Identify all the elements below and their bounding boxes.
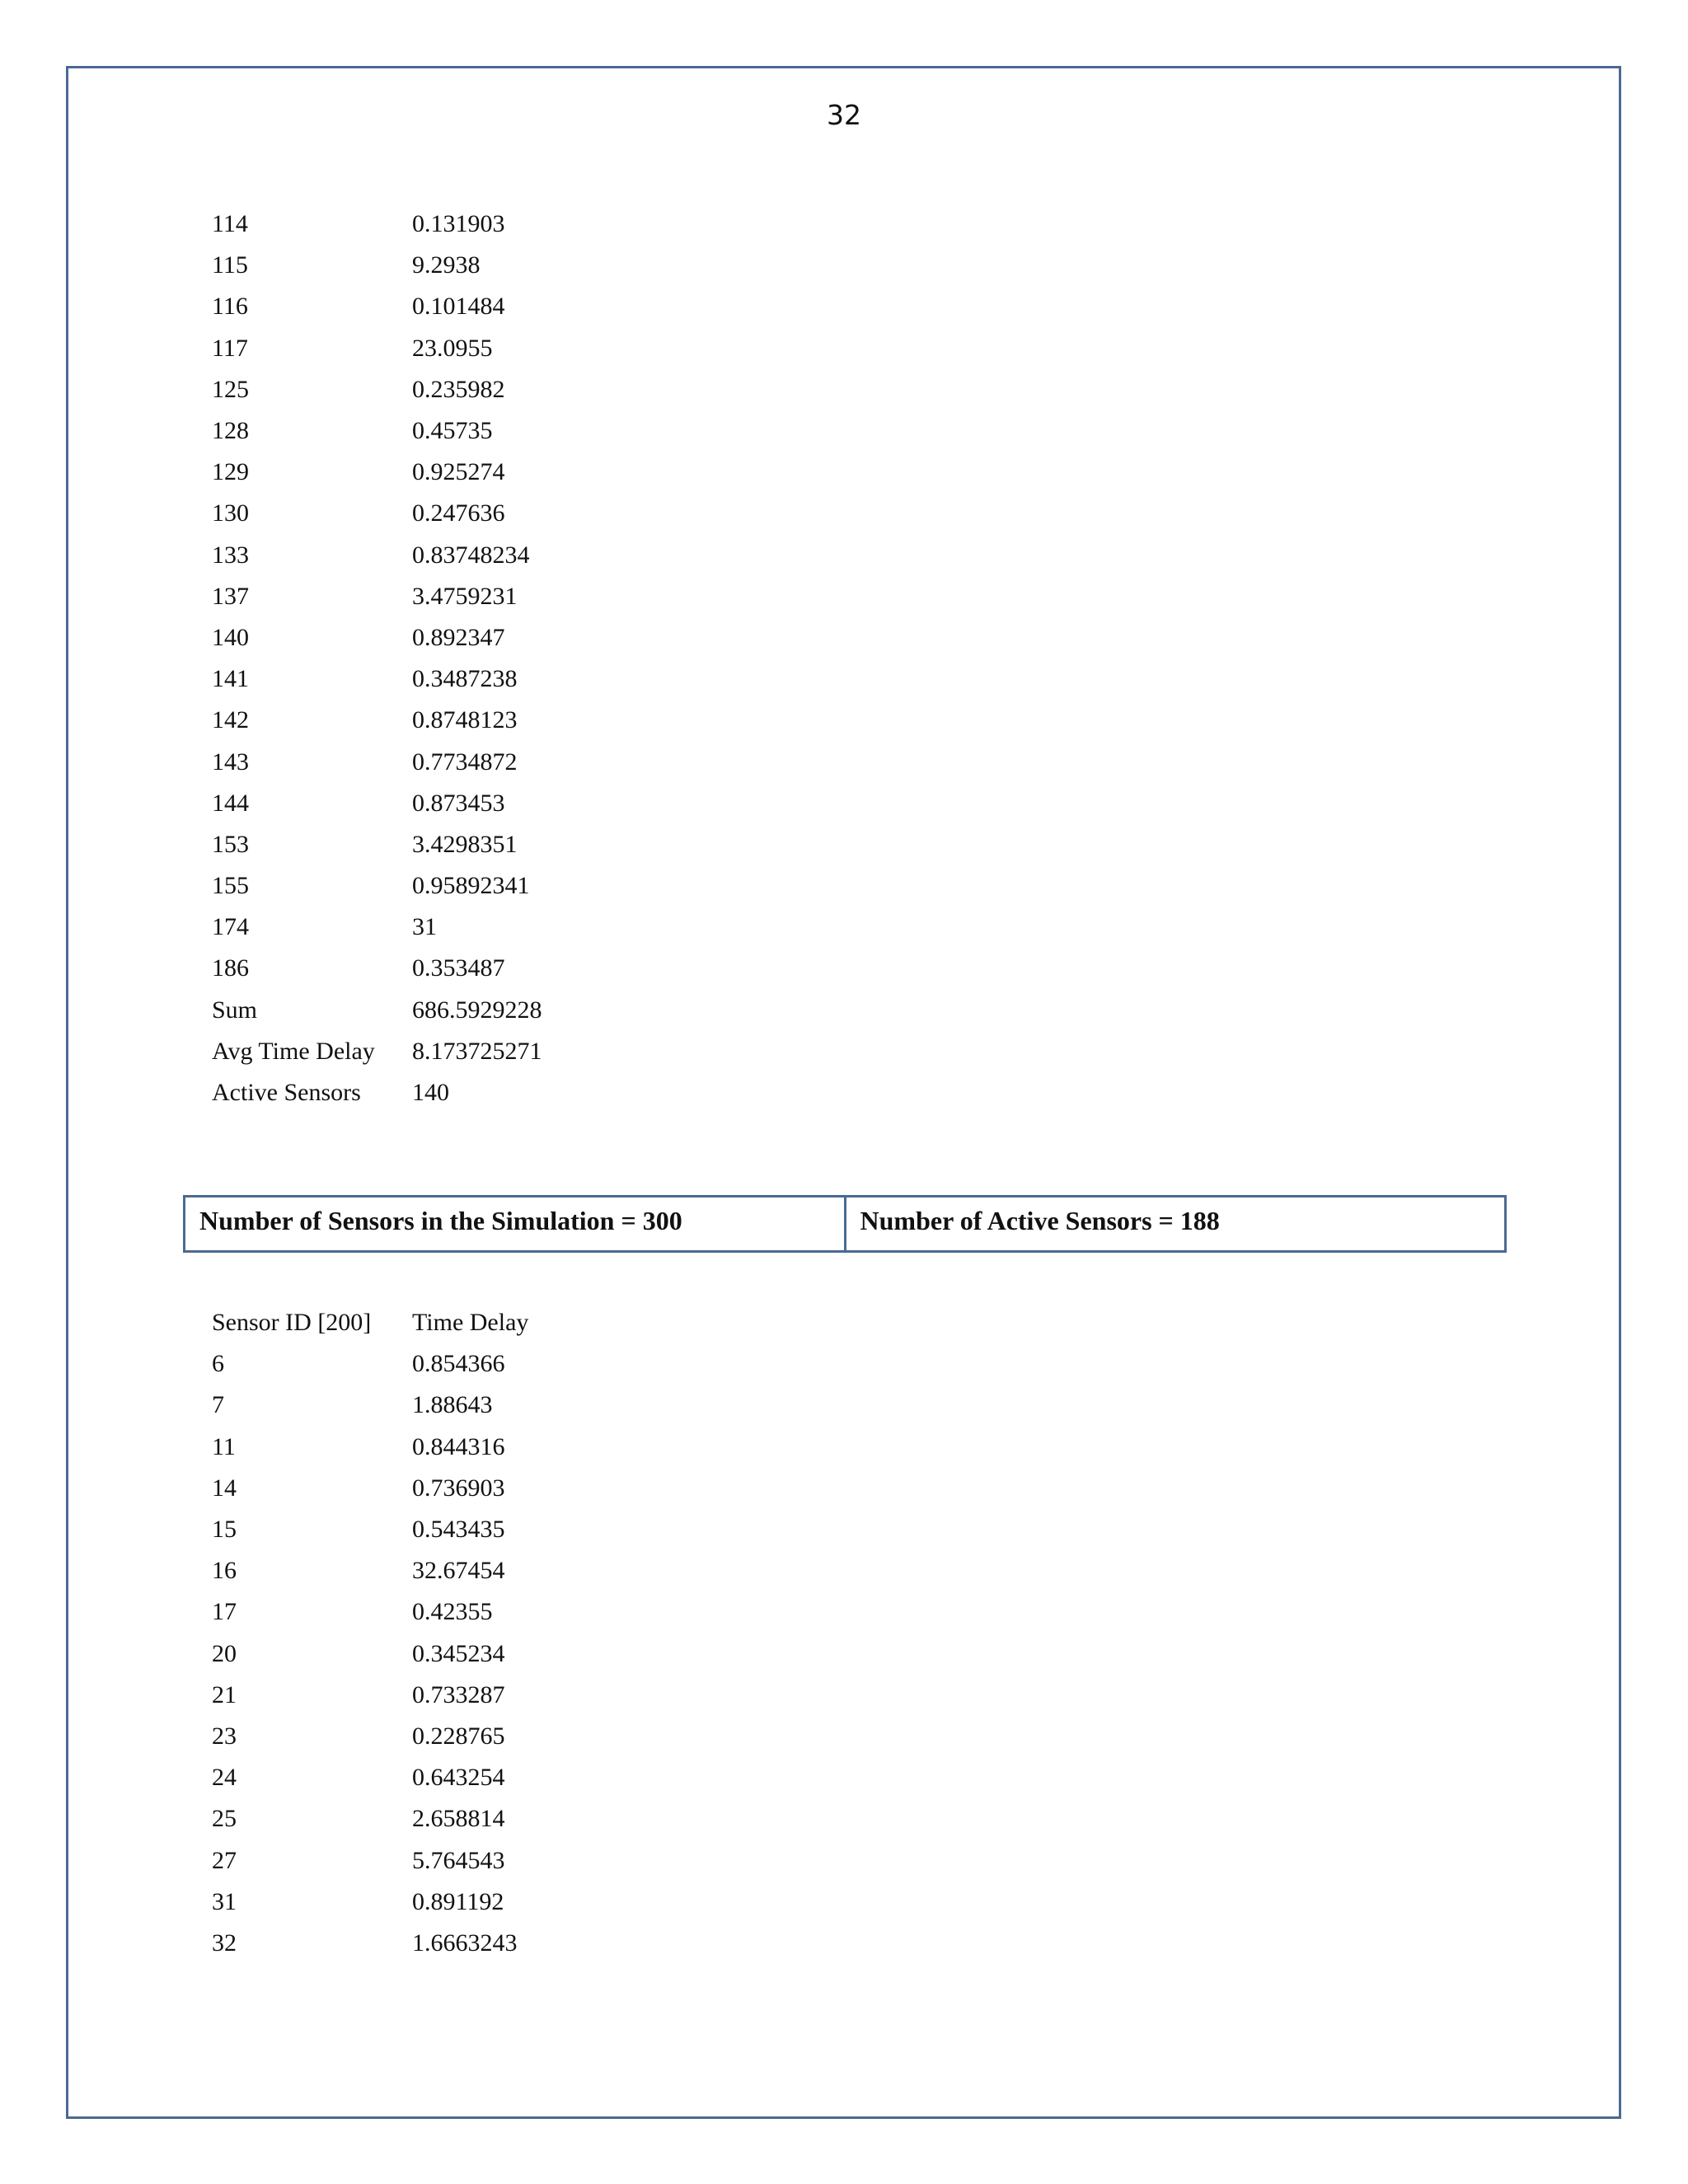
time-delay-value: 32.67454 [412, 1557, 505, 1585]
sensor-id: 14 [212, 1474, 237, 1502]
time-delay-value: 0.3487238 [412, 665, 518, 693]
list-item [212, 824, 542, 865]
page-number: 32 [827, 99, 861, 131]
time-delay-value: 0.891192 [412, 1887, 504, 1915]
time-delay-value: 0.95892341 [412, 872, 530, 900]
active-sensors-cell: Number of Active Sensors = 188 [844, 1197, 1505, 1250]
list-item [212, 741, 542, 782]
sensor-id: 117 [212, 334, 248, 362]
list-item [212, 990, 542, 1031]
list-item [212, 1385, 528, 1426]
list-item [212, 410, 542, 452]
time-delay-value: 0.854366 [412, 1350, 505, 1378]
list-item [212, 286, 542, 327]
sensor-id: 31 [212, 1887, 237, 1915]
time-delay-value: 5.764543 [412, 1846, 505, 1874]
list-item [212, 1633, 528, 1675]
time-delay-value: 0.353487 [412, 954, 505, 982]
sensor-id: 144 [212, 789, 249, 817]
sensor-id: 11 [212, 1432, 236, 1460]
time-delay-value: 0.7734872 [412, 748, 518, 776]
list-item [212, 535, 542, 576]
sensor-id: 115 [212, 251, 248, 279]
sensor-id: Active Sensors [212, 1079, 361, 1107]
time-delay-value: 0.892347 [412, 623, 505, 651]
time-delay-value: 1.6663243 [412, 1929, 518, 1957]
list-item [212, 576, 542, 617]
list-item [212, 1923, 528, 1964]
time-delay-value: 0.643254 [412, 1764, 505, 1792]
sensor-id-header: Sensor ID [200] [212, 1309, 372, 1337]
time-delay-value: 0.736903 [412, 1474, 505, 1502]
sensor-delay-list-continued [212, 204, 542, 1113]
list-header-row [212, 1302, 528, 1343]
sensor-id: 21 [212, 1680, 237, 1708]
sensor-id: 23 [212, 1722, 237, 1750]
list-item [212, 1882, 528, 1923]
list-item [212, 1509, 528, 1550]
sensor-id: 125 [212, 375, 249, 403]
sensor-id: 24 [212, 1764, 237, 1792]
list-item [212, 1468, 528, 1509]
time-delay-value: 3.4298351 [412, 830, 518, 858]
sensor-id: Avg Time Delay [212, 1037, 375, 1065]
list-item [212, 1427, 528, 1468]
sensor-id: 143 [212, 748, 249, 776]
sensor-id: 114 [212, 210, 248, 238]
list-item [212, 1798, 528, 1840]
list-item [212, 617, 542, 658]
sensor-id: 133 [212, 541, 249, 569]
sensor-id: 174 [212, 913, 249, 941]
time-delay-value: 0.101484 [412, 293, 505, 321]
sensor-id: Sum [212, 996, 258, 1024]
sensor-id: 25 [212, 1805, 237, 1833]
sensor-id: 116 [212, 293, 248, 321]
time-delay-value: 0.131903 [412, 210, 505, 238]
list-item [212, 1343, 528, 1385]
sensor-id: 130 [212, 499, 249, 527]
list-item [212, 1072, 542, 1113]
list-item [212, 1550, 528, 1591]
list-item [212, 658, 542, 700]
time-delay-value: 23.0955 [412, 334, 493, 362]
list-item [212, 865, 542, 907]
sensor-id: 32 [212, 1929, 237, 1957]
time-delay-value: 8.173725271 [412, 1037, 542, 1065]
sensor-id: 142 [212, 706, 249, 734]
simulation-summary-table [183, 1195, 1507, 1253]
total-sensors-cell: Number of Sensors in the Simulation = 300 [199, 1206, 682, 1235]
list-item [212, 1031, 542, 1072]
time-delay-value: 31 [412, 913, 437, 941]
list-item [212, 493, 542, 534]
sensor-id: 129 [212, 458, 249, 486]
list-item [212, 328, 542, 369]
sensor-id: 15 [212, 1516, 237, 1544]
time-delay-value: 0.873453 [412, 789, 505, 817]
sensor-id: 16 [212, 1557, 237, 1585]
sensor-id: 6 [212, 1350, 224, 1378]
list-item [212, 1591, 528, 1633]
time-delay-value: 0.8748123 [412, 706, 518, 734]
sensor-id: 20 [212, 1639, 237, 1667]
list-item [212, 245, 542, 286]
time-delay-value: 0.733287 [412, 1680, 505, 1708]
sensor-delay-list-200 [212, 1302, 528, 1964]
list-item [212, 783, 542, 824]
time-delay-value: 686.5929228 [412, 996, 542, 1024]
sensor-id: 7 [212, 1391, 224, 1419]
time-delay-value: 0.247636 [412, 499, 505, 527]
time-delay-value: 1.88643 [412, 1391, 493, 1419]
sensor-id: 128 [212, 417, 249, 445]
list-item [212, 1757, 528, 1798]
list-item [212, 700, 542, 741]
time-delay-value: 0.45735 [412, 417, 493, 445]
time-delay-value: 0.925274 [412, 458, 505, 486]
time-delay-value: 140 [412, 1079, 449, 1107]
time-delay-value: 3.4759231 [412, 582, 518, 610]
sensor-id: 141 [212, 665, 249, 693]
sensor-id: 137 [212, 582, 249, 610]
list-item [212, 1840, 528, 1881]
list-item [212, 948, 542, 989]
time-delay-value: 0.228765 [412, 1722, 505, 1750]
time-delay-value: 0.345234 [412, 1639, 505, 1667]
sensor-id: 17 [212, 1598, 237, 1626]
time-delay-value: 9.2938 [412, 251, 481, 279]
sensor-id: 186 [212, 954, 249, 982]
sensor-id: 153 [212, 830, 249, 858]
list-item [212, 1716, 528, 1757]
sensor-id: 155 [212, 872, 249, 900]
time-delay-value: 2.658814 [412, 1805, 505, 1833]
list-item [212, 452, 542, 493]
time-delay-value: 0.543435 [412, 1516, 505, 1544]
list-item [212, 907, 542, 948]
sensor-id: 140 [212, 623, 249, 651]
time-delay-value: 0.235982 [412, 375, 505, 403]
time-delay-value: 0.83748234 [412, 541, 530, 569]
list-item [212, 369, 542, 410]
sensor-id: 27 [212, 1846, 237, 1874]
time-delay-value: 0.844316 [412, 1432, 505, 1460]
time-delay-value: 0.42355 [412, 1598, 493, 1626]
list-item [212, 204, 542, 245]
list-item [212, 1675, 528, 1716]
time-delay-header: Time Delay [412, 1309, 529, 1337]
